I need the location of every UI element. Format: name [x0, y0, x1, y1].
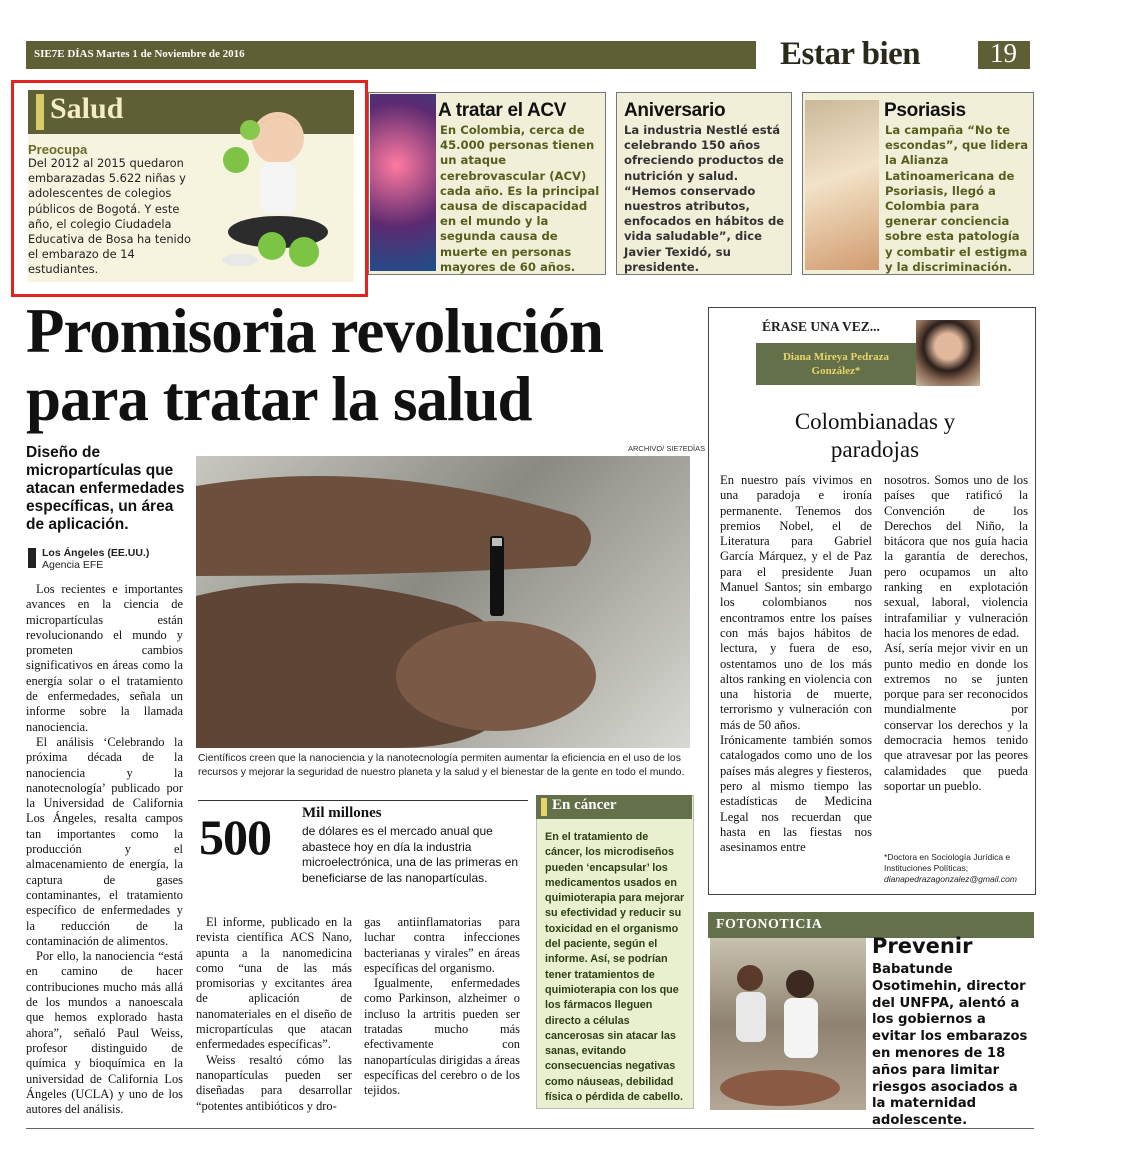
aniversario-title: Aniversario [624, 100, 726, 121]
fotonoticia-label: FOTONOTICIA [716, 917, 823, 932]
hand-photo [805, 100, 879, 270]
acv-text: En Colombia, cerca de 45.000 personas tienen un ataque cerebrovascular (ACV) cada año. Es la principal causa de discapacidad en el mundo y la segunda causa de muerte en personas mayores de 60 años. [440, 123, 600, 274]
article-col3-p2: Igualmente, enfermedades como Parkinson, alzheimer o incluso la artritis pueden ser tratadas mucho más efectivamente con nanopartículas dirigidas a áreas específicas del cerebro o de los tejidos. [364, 976, 520, 1098]
cancer-title: En cáncer [552, 797, 617, 813]
aniversario-text: La industria Nestlé está celebrando 150 años ofreciendo productos de nutrición y salud. “Hemos conservado nuestros atributos, enfocados en hábitos de vida saludable”, dice Javier Texidó, su presidente. [624, 123, 785, 274]
article-col3-p1: gas antiinflamatorias para luchar contra infecciones bacterianas y virales” en áreas específicas del organismo. [364, 915, 520, 975]
column-left-p2: Irónicamente también somos catalogados como uno de los países más alegres y fiesteros, pero al mismo tiempo las estadísticas de Medicina Legal nos recuerdan que hasta en las fiestas nos asesinamos entre [720, 733, 872, 855]
salud-kicker: Preocupa [28, 142, 88, 157]
column-series: ÉRASE UNA VEZ... [762, 319, 880, 334]
baby-photo [214, 100, 338, 272]
author-email[interactable]: dianapedrazagonzalez@gmail.com [884, 874, 1017, 884]
fotonoticia-title: Prevenir [872, 934, 973, 958]
article-col2-p1: El informe, publicado en la revista científica ACS Nano, apunta a la nanomedicina como “una de las más promisorias y excitantes área de aplicación de nanomateriales en el diseño de micropartículas que atacan enfermedades específicas”. [196, 915, 352, 1052]
cancer-accent [541, 798, 547, 816]
brain-photo [370, 94, 436, 271]
author-portrait [916, 320, 980, 386]
acv-title: A tratar el ACV [438, 100, 567, 121]
dateline: Los Ángeles (EE.UU.) [42, 547, 150, 559]
fact-text: de dólares es el mercado anual que abastece hoy en día la industria microelectrónica, una de las primeras en beneficiarse de las nanopartículas. [302, 824, 519, 885]
column-right-p1: nosotros. Somos uno de los países que ratificó la Convención de los Derechos del Niño, la bitácora que nos guía hacia la garantía de derechos, pero ocupamos un alto ranking en explotación sexual, laboral, violencia intrafamiliar y vulneración hacia los menores de edad. [884, 473, 1028, 640]
psoriasis-title: Psoriasis [884, 100, 966, 121]
fotonoticia-text: Babatunde Osotimehin, director del UNFPA, alentó a los gobiernos a evitar los embarazos en menores de 18 años para limitar riesgos asociados a la maternidad adolescente. [872, 962, 1028, 1129]
section-title: Estar bien [780, 36, 921, 72]
bottom-rule [26, 1128, 1034, 1129]
headline-line-1: Promisoria revolución [26, 296, 603, 366]
page-number: 19 [990, 38, 1017, 68]
photo-credit: ARCHIVO/ SIE7EDÍAS [628, 444, 706, 453]
photo-caption: Científicos creen que la nanociencia y la nanotecnología permiten aumentar la eficiencia en el uso de los recursos y mejorar la seguridad de nuestro planeta y la salud y el bienestar de la gente en todo el mundo. [198, 753, 685, 778]
headline-line-2: para tratar la salud [26, 364, 532, 434]
column-title-1: Colombianadas y [794, 409, 956, 434]
column-left [720, 473, 872, 855]
psoriasis-text: La campaña “No te escondas”, que lidera la Alianza Latinoamericana de Psoriasis, llegó a Colombia para generar conciencia sobre esta patología y combatir el estigma y la discriminación. [885, 123, 1029, 274]
article-col1-p3: Por ello, la nanociencia “está en camino de hacer contribuciones mucho más allá de los mundos a nanoescala que hemos explorado hasta ahora”, señaló Paul Weiss, profesor distinguido de química y bioquímica en la universidad de California Los Ángeles (UCLA) y uno de los autores del análisis. [26, 949, 183, 1117]
article-column-1 [26, 582, 183, 1117]
column-footnote: *Doctora en Sociología Jurídica e Instituciones Políticas; [884, 852, 1011, 873]
nanoparticle-photo [196, 456, 690, 748]
column-left-p1: En nuestro país vivimos en una paradoja e ironía permanente. Tenemos dos premios Nobel, el de Literatura para Gabriel García Márquez, y el de Paz para el presidente Juan Manuel Santos; sin embargo los colombianos nos encontramos entre los países con más bajos hábitos de lectura, y fuera de eso, ostentamos uno de los más altos ranking en violencia con una historia de muerte, terrorismo y vulneración con más de 50 años. [720, 473, 872, 732]
fact-rule [198, 800, 528, 801]
issue-date: Martes 1 de Noviembre de 2016 [96, 48, 245, 60]
salud-accent [36, 94, 44, 130]
column-title-2: paradojas [830, 437, 920, 462]
agency: Agencia EFE [42, 559, 104, 571]
salud-text: Del 2012 al 2015 quedaron embarazadas 5.622 niñas y adolescentes de colegios públicos de Bogotá. Y este año, el colegio Ciudadela Educativa de Bosa ha tenido el embarazo de 14 estudiantes. [28, 156, 191, 277]
dateline-marker [28, 548, 36, 568]
salud-title: Salud [50, 92, 124, 125]
deck: Diseño de micropartículas que atacan enfermedades específicas, un área de aplicación. [26, 444, 185, 533]
fotonoticia-photo [710, 938, 866, 1110]
article-col1-p1: Los recientes e importantes avances en la ciencia de micropartículas están revolucionando el mundo y prometen cambios significativos en áreas como la energía solar o el tratamiento de enfermedades, señala un informe sobre la llamada nanociencia. [26, 582, 183, 734]
column-right [884, 473, 1028, 794]
fact-number: 500 [199, 809, 271, 865]
article-col2-p2: Weiss resaltó cómo las nanopartículas pueden ser diseñadas para desarrollar “potentes antibióticos y dro- [196, 1052, 352, 1113]
paper-name: SIE7E DÍAS [34, 48, 94, 60]
column-author: Diana Mireya Pedraza González* [782, 351, 890, 377]
fact-title: Mil millones [302, 805, 382, 821]
cancer-text: En el tratamiento de cáncer, los microdiseños pueden ‘encapsular’ los medicamentos usados en quimioterapia para mejorar su efectividad y reducir su toxicidad en el organismo del paciente, según el informe. Así, se podrían tener tratamientos de quimioterapia con los que los fármacos lleguen directo a células cancerosas sin atacar las sanas, evitando consecuencias negativas como náuseas, debilidad física o pérdida de cabello. [545, 831, 685, 1104]
column-right-p2: Así, sería mejor vivir en un punto medio en donde los extremos no se junten porque para ser reconocidos mundialmente por conservar los derechos y la democracia hemos tenido que atravesar por las peores calamidades que pueda soportar un pueblo. [884, 641, 1028, 793]
article-column-3 [364, 915, 520, 1099]
article-column-2 [196, 915, 352, 1114]
article-col1-p2: El análisis ‘Celebrando la próxima década de la nanociencia y la nanotecnología’ publicado por la Universidad de California Los Ángeles, resalta campos tan importantes como la producción y el almacenamiento de energía, la captura de gases contaminantes, el tratamiento específico de enfermedades y la reducción de la contaminación de alimentos. [26, 734, 183, 948]
